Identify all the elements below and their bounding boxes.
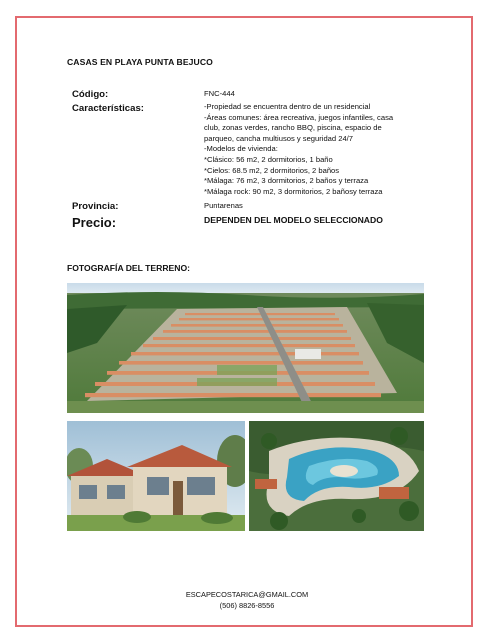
caracteristicas-line: -Propiedad se encuentra dentro de un residencial xyxy=(204,102,371,111)
caracteristicas-line: *Cielos: 68.5 m2, 2 dormitorios, 2 baños xyxy=(204,165,340,175)
photo-section-title: FOTOGRAFÍA DEL TERRENO: xyxy=(67,263,191,273)
aerial-photo xyxy=(67,283,424,413)
pool-area-photo xyxy=(249,421,424,531)
houses-photo xyxy=(67,421,245,531)
codigo-label: Código: xyxy=(72,89,109,100)
caracteristicas-list xyxy=(204,102,409,197)
caracteristicas-label: Características: xyxy=(72,103,144,114)
precio-value: DEPENDEN DEL MODELO SELECCIONADO xyxy=(204,215,383,225)
precio-label: Precio: xyxy=(72,215,117,230)
caracteristicas-line: -Áreas comunes: área recreativa, juegos infantiles, casa xyxy=(204,112,394,122)
contact-phone: (506) 8826-8556 xyxy=(219,601,275,610)
caracteristicas-line: -Modelos de vivienda: xyxy=(204,144,278,154)
caracteristicas-line: *Málaga rock: 90 m2, 3 dormitorios, 2 bañosy terraza xyxy=(204,186,383,196)
contact-email: ESCAPECOSTARICA@GMAIL.COM xyxy=(185,590,309,599)
codigo-value: FNC-444 xyxy=(204,89,235,98)
caracteristicas-line: *Málaga: 76 m2, 3 dormitorios, 2 baños y terraza xyxy=(204,176,369,186)
caracteristicas-line: club, zonas verdes, rancho BBQ, piscina, espacio de xyxy=(204,123,382,133)
provincia-value: Puntarenas xyxy=(204,201,243,210)
provincia-label: Provincia: xyxy=(72,201,119,212)
document-title: CASAS EN PLAYA PUNTA BEJUCO xyxy=(67,57,213,67)
caracteristicas-line: parqueo, cancha multiusos y seguridad 24/7 xyxy=(204,133,354,143)
caracteristicas-line: *Clásico: 56 m2, 2 dormitorios, 1 baño xyxy=(204,154,333,164)
